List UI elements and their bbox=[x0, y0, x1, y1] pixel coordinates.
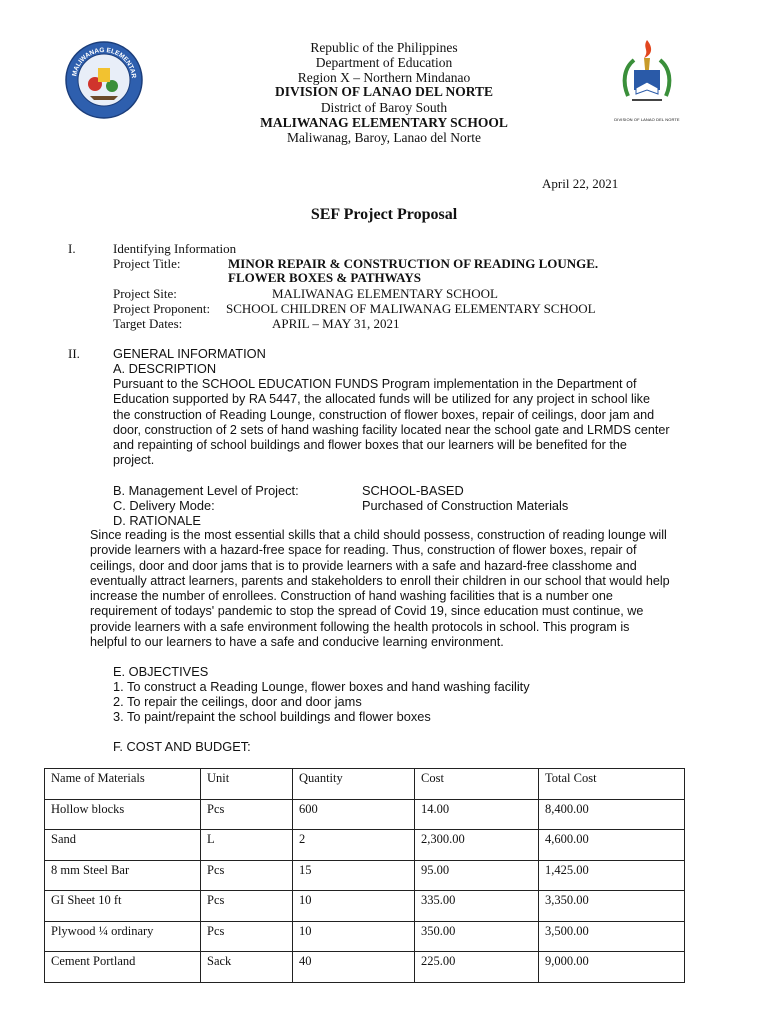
project-site-label: Project Site: bbox=[113, 286, 177, 301]
table-row bbox=[45, 952, 685, 983]
logo-caption: DIVISION OF LANAO DEL NORTE bbox=[614, 117, 680, 122]
cell-total-cost: 3,500.00 bbox=[539, 921, 685, 952]
cell-unit: Pcs bbox=[201, 921, 293, 952]
target-dates-value: APRIL – MAY 31, 2021 bbox=[272, 316, 400, 331]
project-title-line-1: MINOR REPAIR & CONSTRUCTION OF READING LOUNGE. bbox=[228, 256, 599, 271]
table-row bbox=[45, 921, 685, 952]
header-line-republic: Republic of the Philippines bbox=[310, 40, 458, 55]
header-total-cost: Total Cost bbox=[539, 769, 685, 800]
header-district: District of Baroy South bbox=[320, 100, 448, 115]
target-dates-label: Target Dates: bbox=[113, 316, 183, 331]
document-title: SEF Project Proposal bbox=[310, 206, 458, 223]
budget-table bbox=[44, 768, 685, 983]
header-name-of-materials: Name of Materials bbox=[45, 769, 201, 800]
project-title-line-2: FLOWER BOXES & PATHWAYS bbox=[228, 270, 421, 285]
cell-total-cost: 1,425.00 bbox=[539, 860, 685, 891]
cell-material: Sand bbox=[45, 830, 201, 861]
objective-item: 2. To repair the ceilings, door and door jams bbox=[113, 694, 362, 709]
cell-total-cost: 3,350.00 bbox=[539, 891, 685, 922]
objectives-label: E. OBJECTIVES bbox=[113, 664, 209, 679]
table-row bbox=[45, 830, 685, 861]
cell-total-cost: 9,000.00 bbox=[539, 952, 685, 983]
cell-unit: Pcs bbox=[201, 799, 293, 830]
cell-material: 8 mm Steel Bar bbox=[45, 860, 201, 891]
cell-quantity: 600 bbox=[293, 799, 415, 830]
header-line-region: Region X – Northern Mindanao bbox=[297, 70, 471, 85]
project-proponent-label: Project Proponent: bbox=[113, 301, 211, 316]
management-level-value: SCHOOL-BASED bbox=[362, 483, 464, 498]
description-paragraph: Pursuant to the SCHOOL EDUCATION FUNDS Program implementation in the Department of Education supported by RA 5447, the allocated funds will be utilized for any project in school like the construction of Reading Lounge, construction of flower boxes, repair of ceilings, door jam and door, construction of 2 sets of hand washing facility located near the school gate and LRMDS center and repainting of school buildings and flower boxes that our learners will be benefited for the project. bbox=[113, 377, 670, 468]
header-cost: Cost bbox=[415, 769, 539, 800]
header-quantity: Quantity bbox=[293, 769, 415, 800]
cell-quantity: 40 bbox=[293, 952, 415, 983]
cell-quantity: 10 bbox=[293, 891, 415, 922]
cell-quantity: 10 bbox=[293, 921, 415, 952]
objective-item: 1. To construct a Reading Lounge, flower boxes and hand washing facility bbox=[113, 679, 530, 694]
cell-cost: 95.00 bbox=[415, 860, 539, 891]
delivery-mode-label: C. Delivery Mode: bbox=[113, 498, 215, 513]
project-proponent-value: SCHOOL CHILDREN OF MALIWANAG ELEMENTARY SCHOOL bbox=[226, 301, 596, 316]
document-date: April 22, 2021 bbox=[542, 176, 619, 191]
header-line-department: Department of Education bbox=[315, 55, 453, 70]
delivery-mode-value: Purchased of Construction Materials bbox=[362, 498, 569, 513]
rationale-label: D. RATIONALE bbox=[113, 513, 201, 528]
svg-text:MALIWANAG ELEMENTARY SCHOOL: MALIWANAG ELEMENTAR bbox=[71, 46, 137, 79]
cell-cost: 350.00 bbox=[415, 921, 539, 952]
section-2-number: II. bbox=[68, 346, 80, 361]
cell-quantity: 15 bbox=[293, 860, 415, 891]
header-school: MALIWANAG ELEMENTARY SCHOOL bbox=[260, 115, 508, 130]
cell-unit: L bbox=[201, 830, 293, 861]
section-2-heading: GENERAL INFORMATION bbox=[113, 346, 266, 361]
cell-material: Hollow blocks bbox=[45, 799, 201, 830]
cell-unit: Pcs bbox=[201, 891, 293, 922]
cell-material: GI Sheet 10 ft bbox=[45, 891, 201, 922]
cell-total-cost: 8,400.00 bbox=[539, 799, 685, 830]
cell-total-cost: 4,600.00 bbox=[539, 830, 685, 861]
project-site-value: MALIWANAG ELEMENTARY SCHOOL bbox=[272, 286, 498, 301]
description-label: A. DESCRIPTION bbox=[113, 361, 217, 376]
cell-cost: 2,300.00 bbox=[415, 830, 539, 861]
cell-material: Cement Portland bbox=[45, 952, 201, 983]
cell-unit: Pcs bbox=[201, 860, 293, 891]
section-1-heading: Identifying Information bbox=[113, 241, 237, 256]
cell-cost: 14.00 bbox=[415, 799, 539, 830]
table-row bbox=[45, 891, 685, 922]
cell-unit: Sack bbox=[201, 952, 293, 983]
cell-quantity: 2 bbox=[293, 830, 415, 861]
table-row bbox=[45, 799, 685, 830]
management-level-label: B. Management Level of Project: bbox=[113, 483, 299, 498]
table-row bbox=[45, 860, 685, 891]
header-unit: Unit bbox=[201, 769, 293, 800]
header-division: DIVISION OF LANAO DEL NORTE bbox=[274, 84, 494, 99]
header-address: Maliwanag, Baroy, Lanao del Norte bbox=[286, 130, 482, 145]
cell-cost: 335.00 bbox=[415, 891, 539, 922]
rationale-paragraph: Since reading is the most essential skills that a child should possess, construction of reading lounge will provide learners with a hazard-free space for reading. Thus, construction of flower boxes, repair of ceilings, door and door jams that is to provide learners with a safe and hazard-free classhome and eventually attract learners, parents and stakeholders to enroll their children in our school that would help increase the number of enrollees. Construction of hand washing facilities that is a number one requirement of todays' pandemic to stop the spread of Covid 19, since education must continue, we provide learners with a safe environment following the health protocols in school. This program is helpful to our learners to have a safe and conducive learning environment. bbox=[90, 528, 670, 650]
cell-material: Plywood ¼ ordinary bbox=[45, 921, 201, 952]
table-header-row bbox=[45, 769, 685, 800]
cost-budget-label: F. COST AND BUDGET: bbox=[113, 739, 251, 754]
objective-item: 3. To paint/repaint the school buildings and flower boxes bbox=[113, 709, 431, 724]
cell-cost: 225.00 bbox=[415, 952, 539, 983]
project-title-label: Project Title: bbox=[113, 256, 181, 271]
section-1-number: I. bbox=[68, 241, 76, 256]
